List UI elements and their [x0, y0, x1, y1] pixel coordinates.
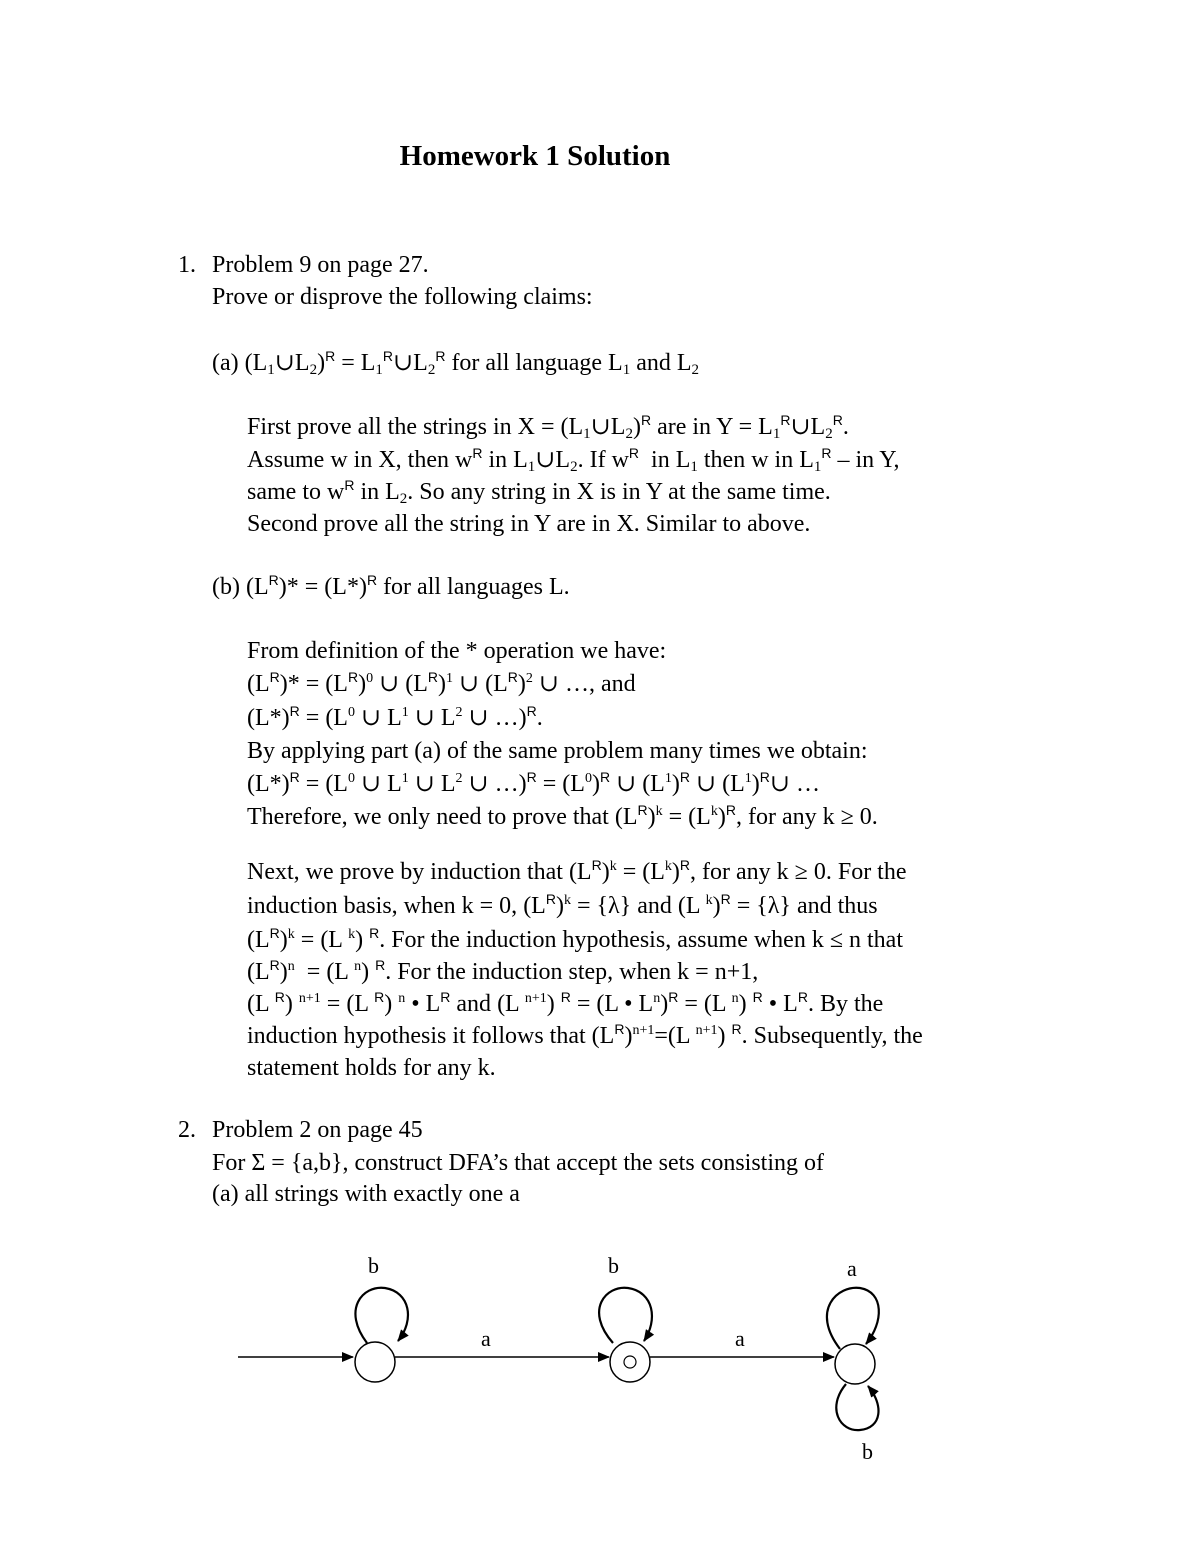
problem-1-number: 1. — [178, 252, 196, 278]
problem-2-part-a: (a) all strings with exactly one a — [212, 1181, 520, 1207]
induction-line-3: $(L^R)^k = (L$ $^k$) $^R$. For the induction hypothesis, assume when k ≤ n that — [247, 925, 903, 953]
loop-label-q1: b — [608, 1253, 619, 1278]
problem-2-prompt: For Σ = {a,b}, construct DFA’s that accept the sets consisting of — [212, 1150, 824, 1176]
induction-line-6: induction hypothesis it follows that $(L^R)^{n+1}=(L$ $^{n+1}$) $^R$. Subsequently, the — [247, 1021, 923, 1049]
problem-2-number: 2. — [178, 1117, 196, 1143]
loop-q1-b — [599, 1288, 652, 1343]
induction-line-1: Next, we prove by induction that $(L^R)^k = (L^k)^R$, for any k ≥ 0. For the — [247, 857, 907, 885]
state-q2 — [835, 1344, 875, 1384]
part-b-def-line: From definition of the * operation we have: — [247, 638, 667, 664]
edge-label-q0-q1: a — [481, 1326, 491, 1351]
problem-1-heading: Problem 9 on page 27. — [212, 252, 429, 278]
loop-q0-b — [355, 1288, 408, 1343]
part-b-apply-line: By applying part (a) of the same problem many times we obtain: — [247, 738, 868, 764]
state-q1-accept-ring — [624, 1356, 636, 1368]
induction-line-2: induction basis, when k = 0, $(L^R)^k = \{\lambda\}$ and (L $^k$)$^R$ = {λ} and thus — [247, 891, 878, 919]
edge-label-q1-q2: a — [735, 1326, 745, 1351]
part-a-proof-line-2: Assume w in X, then $w^R$ in $L_1\cup L_2$. If $w^R$ in $L_1$ then w in $L_1^R$ – in Y, — [247, 445, 900, 475]
part-a-proof-line-4: Second prove all the string in Y are in X. Similar to above. — [247, 511, 811, 537]
problem-1-prompt: Prove or disprove the following claims: — [212, 284, 593, 310]
induction-line-4: $(L^R)^n = (L$ $^n$) $^R$. For the induction step, when k = n+1, — [247, 957, 759, 985]
induction-line-7: statement holds for any k. — [247, 1055, 496, 1081]
loop-label-q0: b — [368, 1253, 379, 1278]
part-b-eq-2: $(L*)^R = (L^0$ ∪ $L^1$ ∪ $L^2$ ∪ …)$^R$. — [247, 703, 543, 731]
page-title: Homework 1 Solution — [399, 140, 671, 172]
part-b-eq-1: $(L^R)* = (L^R)^0$ ∪ $(L^R)^1$ ∪ $(L^R)^2$ ∪ …, and — [247, 669, 636, 697]
problem-2-heading: Problem 2 on page 45 — [212, 1117, 423, 1143]
loop-q2-a — [827, 1288, 879, 1349]
loop-label-q2-top: a — [847, 1256, 857, 1281]
part-b-eq-3: $(L*)^R = (L^0$ ∪ $L^1$ ∪ $L^2$ ∪ …)$^R$ = $(L^0)^R$ ∪ $(L^1)^R$ ∪ $(L^1)^R\cup$ … — [247, 769, 820, 797]
loop-q2-b — [836, 1384, 878, 1430]
state-q0 — [355, 1342, 395, 1382]
part-a-proof-line-3: same to $w^R$ in $L_2$. So any string in X is in Y at the same time. — [247, 477, 831, 507]
part-b-therefore: Therefore, we only need to prove that $(L^R)^k = (L^k)^R$, for any k ≥ 0. — [247, 802, 878, 830]
part-b-claim: (b) $(L^R)* = (L*)^R$ for all languages L. — [212, 572, 570, 600]
part-a-claim: (a) $(L_1\cup L_2)^R$ = $L_1^R\cup L_2^R$ for all language $L_1$ and $L_2$ — [212, 348, 700, 378]
part-a-proof-line-1: First prove all the strings in $X = (L_1\cup L_2)^R$ are in $Y = L_1^R\cup L_2^R$. — [247, 412, 849, 442]
loop-label-q2-bottom: b — [862, 1439, 873, 1464]
state-q1 — [610, 1342, 650, 1382]
induction-line-5: (L $^R$) $^{n+1}$ = (L $^R$) $^n$ • $L^R$ and (L $^{n+1}$) $^R$ = (L • $L^n)^R = (L$ $^n$) $^R$ • $L^R$. By the — [247, 989, 884, 1017]
